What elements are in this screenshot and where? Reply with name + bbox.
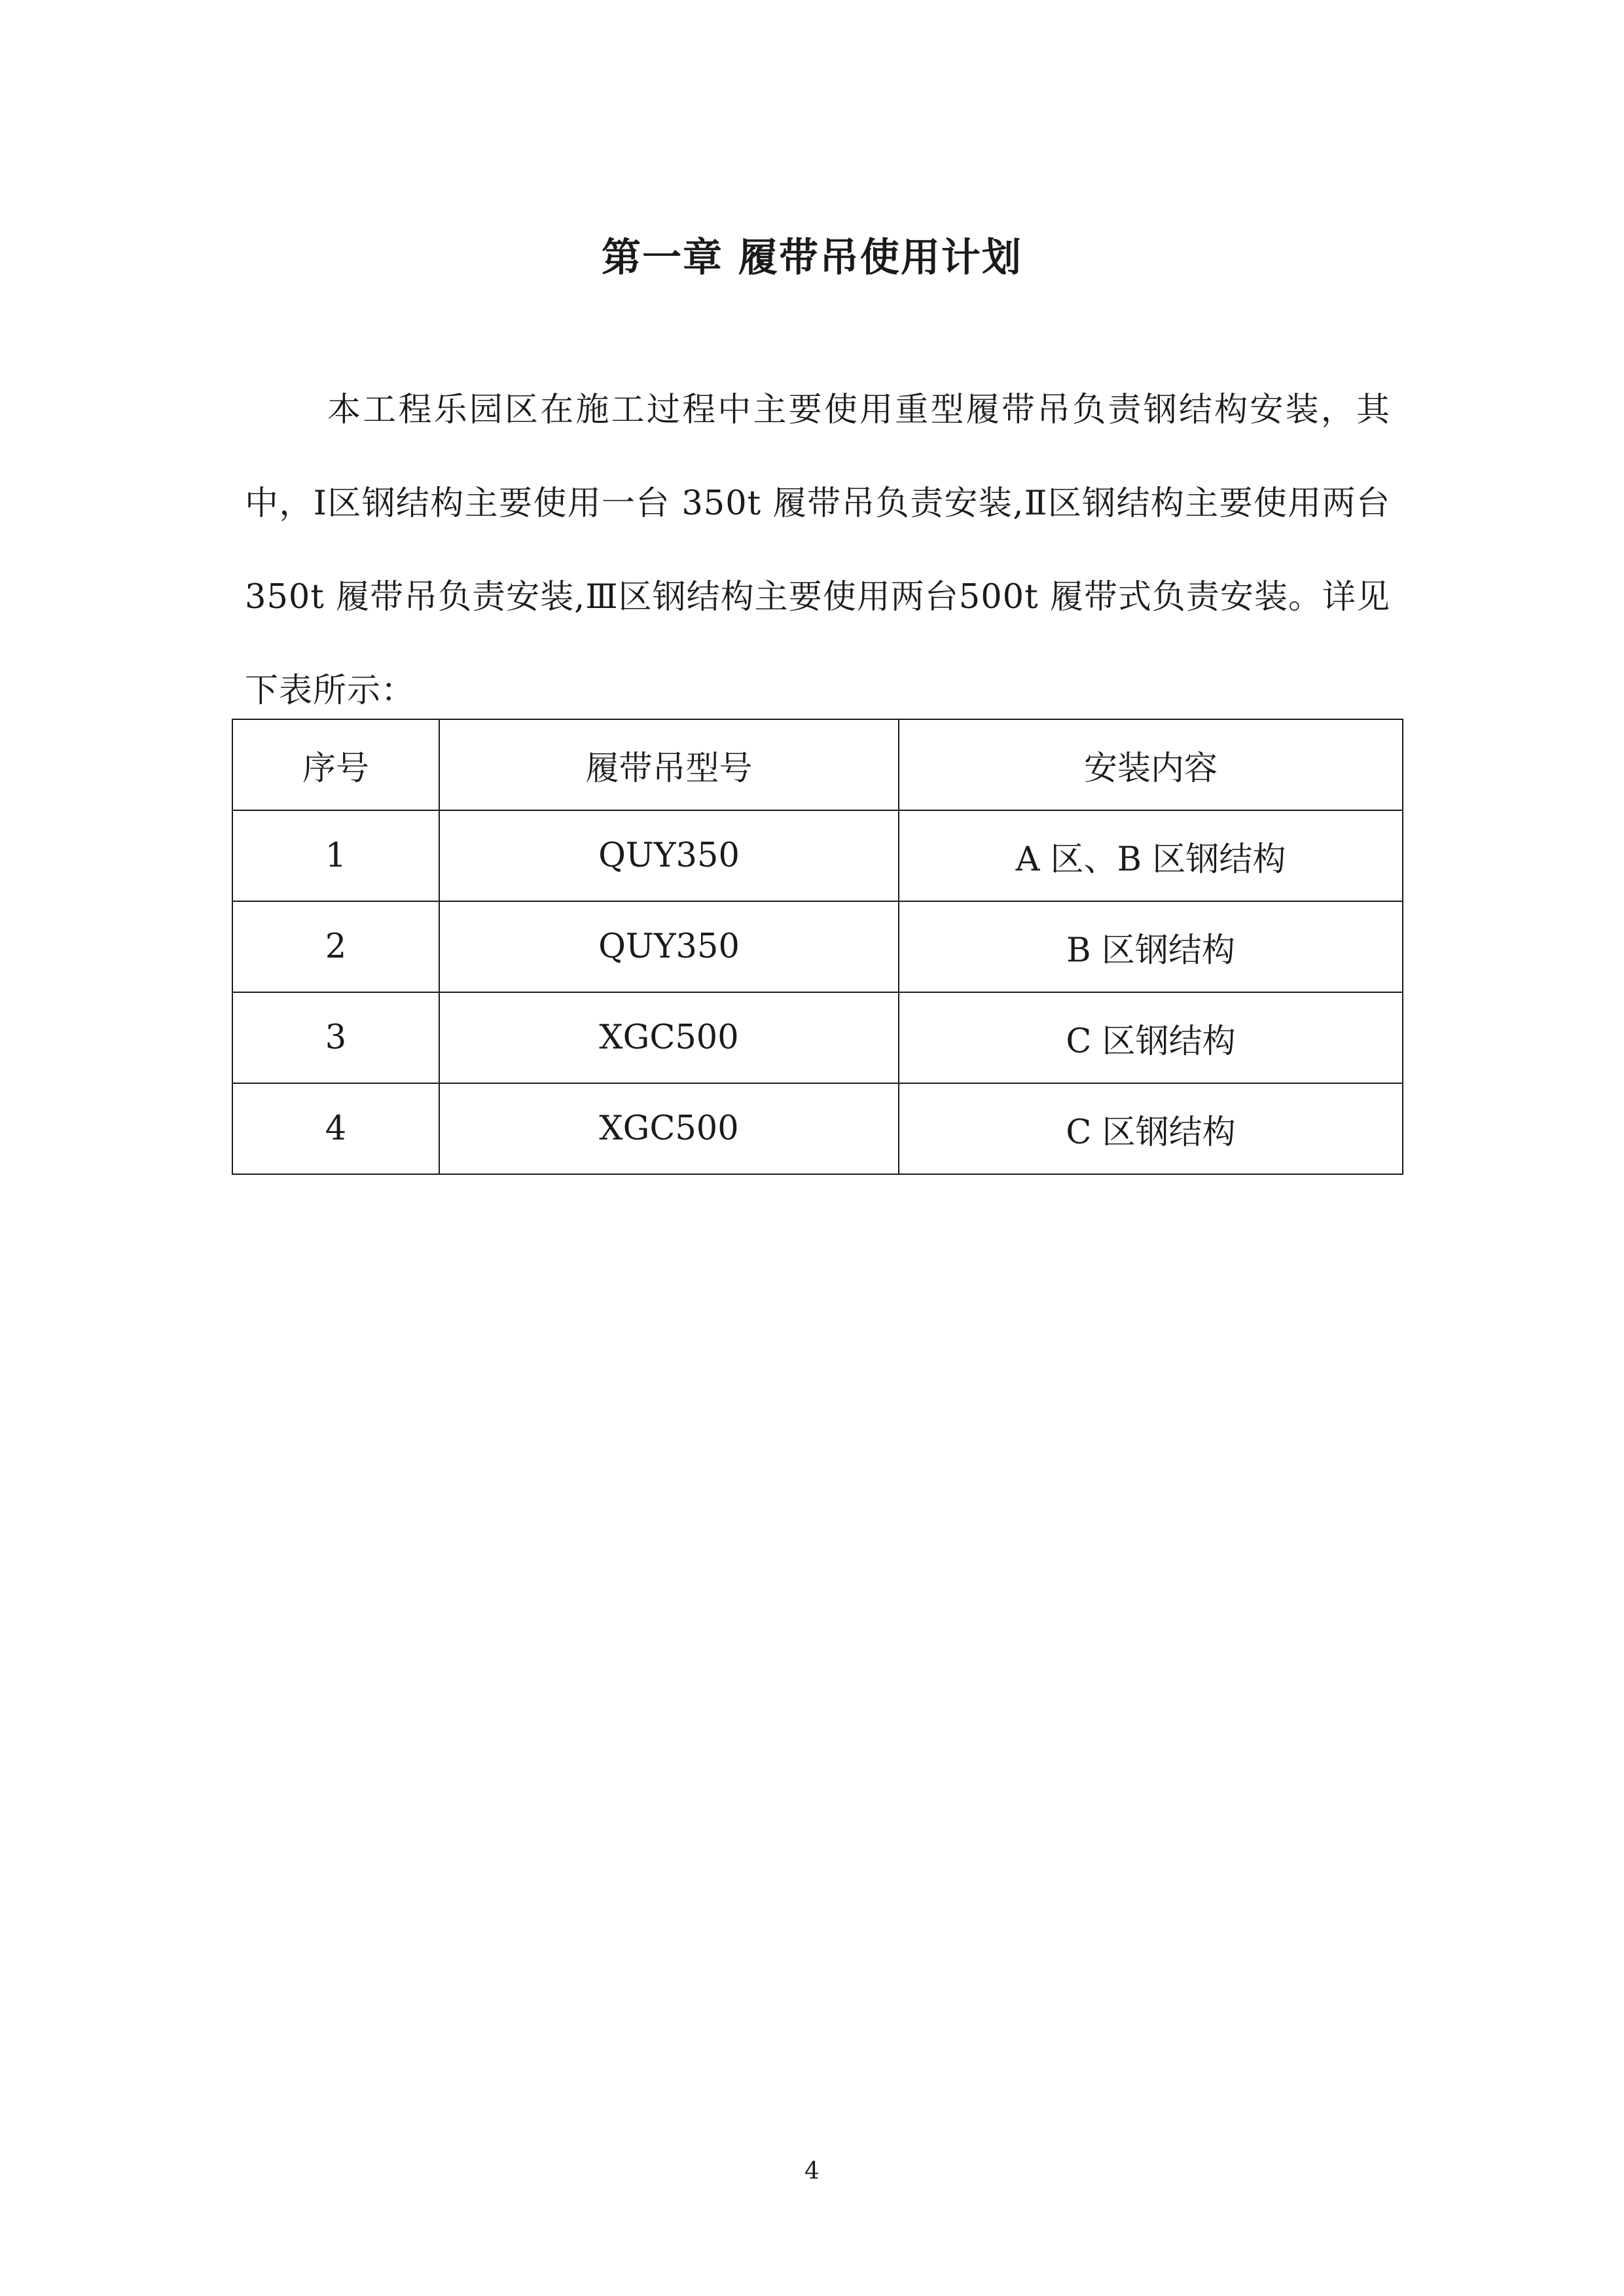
intro-paragraph: 本工程乐园区在施工过程中主要使用重型履带吊负责钢结构安装，其中，Ⅰ区钢结构主要使用一台 350t 履带吊负责安装,Ⅱ区钢结构主要使用两台 350t 履带吊负责安装,Ⅲ区钢结构主要使用两台500t 履带式负责安装。详见下表所示： [245, 391, 1390, 710]
cell-install-content: C 区钢结构 [899, 1083, 1403, 1174]
cell-serial-no: 3 [232, 992, 439, 1083]
crane-usage-table [232, 719, 1403, 1175]
cell-serial-no: 2 [232, 901, 439, 992]
page-number: 4 [804, 2158, 820, 2185]
cell-install-content: C 区钢结构 [899, 992, 1403, 1083]
table-row [232, 810, 1403, 901]
cell-serial-no: 4 [232, 1083, 439, 1174]
cell-crane-model: XGC500 [439, 992, 899, 1083]
table-row [232, 901, 1403, 992]
header-serial-no: 序号 [232, 719, 439, 810]
table-row [232, 992, 1403, 1083]
cell-crane-model: QUY350 [439, 901, 899, 992]
cell-serial-no: 1 [232, 810, 439, 901]
table-header-row [232, 719, 1403, 810]
header-crane-model: 履带吊型号 [439, 719, 899, 810]
cell-crane-model: QUY350 [439, 810, 899, 901]
table-row [232, 1083, 1403, 1174]
cell-install-content: A 区、B 区钢结构 [899, 810, 1403, 901]
page-title: 第一章 履带吊使用计划 [602, 235, 1022, 281]
cell-crane-model: XGC500 [439, 1083, 899, 1174]
header-install-content: 安装内容 [899, 719, 1403, 810]
cell-install-content: B 区钢结构 [899, 901, 1403, 992]
